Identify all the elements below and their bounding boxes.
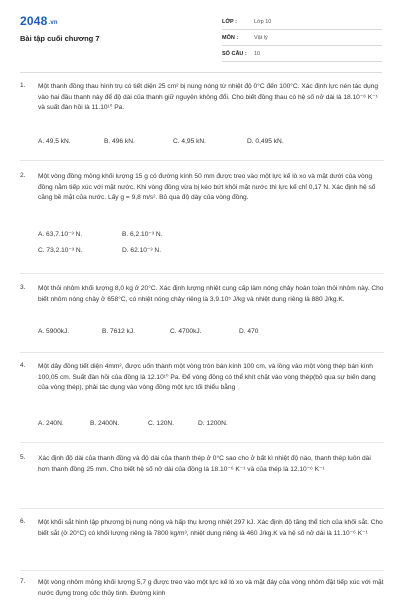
logo-suffix: .vn	[48, 20, 58, 26]
options-row	[38, 230, 384, 246]
option-a[interactable]: A. 49,5 kN.	[38, 138, 71, 145]
subject-label: MÔN :	[222, 34, 239, 41]
question-7	[20, 578, 384, 600]
option-c[interactable]: C. 73,2.10⁻³ N.	[38, 247, 83, 254]
option-c[interactable]: C. 4,95 kN.	[173, 138, 206, 145]
option-a[interactable]: A. 240N.	[38, 420, 64, 427]
option-d[interactable]: D. 470	[239, 328, 259, 335]
options-row	[38, 246, 384, 262]
question-number: 1.	[20, 82, 26, 89]
question-text: Một thanh đồng thau hình trụ có tiết diện 25 cm² bị nung nóng từ nhiệt độ 0°C đến 100°C. Xác định lực nén tác dụng vào hai đầu thanh này để độ dài của thanh giữ nguyên không đổi. Cho biết đồng thau có hệ số nở dài là 18.10⁻⁶ K⁻¹ và suất đàn hồi là 11.10¹⁰ Pa.	[38, 83, 378, 111]
question-number: 4.	[20, 362, 26, 369]
question-2	[20, 172, 384, 272]
question-1	[20, 82, 384, 162]
answer-options	[38, 138, 384, 150]
question-text: Một dây đồng tiết diện 4mm², được uốn thành một vòng tròn bán kính 100 cm, và lồng vào một vòng thép bán kính 100,05 cm. Suất đàn hồi của đồng là 12.10¹⁰ Pa. Để vòng đồng có thể khít chặt vào vòng thép(bỏ qua sự biến dạng của vòng thép), phải tác dụng vào vòng đồng một lực tối thiểu bằng	[38, 363, 376, 391]
question-6	[20, 518, 384, 570]
site-logo[interactable]	[20, 14, 58, 28]
info-table	[222, 14, 382, 62]
option-a[interactable]: A. 63,7.10⁻³ N.	[38, 231, 83, 238]
question-divider	[20, 508, 384, 509]
question-divider	[20, 352, 384, 353]
question-text: Một vòng nhôm mỏng khối lượng 5,7 g được treo vào một lực kế lò xo và mặt đáy của vòng nhôm đặt tiếp xúc với mặt nước đựng trong cốc thủy tinh. Đường kính	[38, 579, 384, 597]
option-b[interactable]: B. 7612 kJ.	[102, 328, 135, 335]
option-d[interactable]: D. 1200N.	[198, 420, 228, 427]
info-row-class	[222, 14, 382, 30]
option-c[interactable]: C. 120N.	[148, 420, 175, 427]
answer-options	[38, 328, 384, 340]
option-a[interactable]: A. 5900kJ.	[38, 328, 70, 335]
question-divider	[20, 273, 384, 274]
question-count-value: 10	[254, 50, 261, 57]
question-divider	[20, 442, 384, 443]
question-number: 6.	[20, 518, 26, 525]
question-text: Một vòng đồng mỏng khối lượng 15 g có đường kính 50 mm được treo vào một lực kế lò xo và mặt dưới của vòng đồng nằm tiếp xúc với mặt nước. Khi vòng đồng vừa bị kéo bứt khỏi mặt nước thì lực kế chỉ 0,17 N. Xác định hệ số căng bề mặt của nước. Lấy g = 9,8 m/s². Bỏ qua độ dày của vòng đồng.	[38, 173, 376, 201]
option-b[interactable]: B. 6,2.10⁻³ N.	[122, 231, 163, 238]
option-d[interactable]: D. 0,495 kN.	[247, 138, 284, 145]
question-count-label: SỐ CÂU :	[222, 50, 247, 57]
subject-value: Vật lý	[254, 34, 268, 41]
question-text: Xác định độ dài của thanh đồng và độ dài của thanh thép ở 0°C sao cho ở bất kì nhiệt độ nào, thanh thép luôn dài hơn thanh đồng 25 mm. Cho biết hệ số nở dài của đồng là 18.10⁻⁶ K⁻¹ và của thép là 12.10⁻⁶ K⁻¹	[38, 455, 371, 473]
question-4	[20, 362, 384, 446]
option-b[interactable]: B. 496 kN.	[104, 138, 135, 145]
class-value: Lớp 10	[254, 18, 272, 25]
question-number: 5.	[20, 454, 26, 461]
header-divider	[20, 72, 382, 73]
worksheet-title: Bài tập cuối chương 7	[20, 34, 100, 43]
question-text: Một thỏi nhôm khối lượng 8,0 kg ở 20°C. Xác định lượng nhiệt cung cấp làm nóng chảy hoàn toàn thỏi nhôm này. Cho biết nhôm nóng chảy ở 658°C, có nhiệt nóng chảy riêng là 3,9.10⁵ J/kg và nhiệt dung riêng là 880 J/kg.K.	[38, 285, 384, 303]
option-c[interactable]: C. 4700kJ.	[170, 328, 202, 335]
question-number: 3.	[20, 284, 26, 291]
option-b[interactable]: B. 2400N.	[90, 420, 120, 427]
question-3	[20, 284, 384, 358]
worksheet-header	[0, 0, 400, 66]
question-number: 7.	[20, 578, 26, 585]
question-divider	[20, 160, 384, 161]
question-divider	[20, 570, 384, 571]
logo-text: 2048	[20, 14, 48, 28]
question-number: 2.	[20, 172, 26, 179]
info-row-count	[222, 46, 382, 62]
question-5	[20, 454, 384, 510]
info-row-subject	[222, 30, 382, 46]
answer-options	[38, 420, 384, 432]
question-text: Một khối sắt hình lập phương bị nung nóng và hấp thụ lượng nhiệt 297 kJ. Xác định độ tăng thể tích của khối sắt. Cho biết sắt (ở 20°C) có khối lượng riêng là 7800 kg/m³, nhiệt dung riêng là 460 J/kg.K và hệ số nở dài là 11.10⁻⁶ K⁻¹	[38, 519, 383, 537]
class-label: LỚP :	[222, 18, 237, 25]
option-d[interactable]: D. 62.10⁻³ N.	[122, 247, 162, 254]
answer-options	[38, 230, 384, 262]
